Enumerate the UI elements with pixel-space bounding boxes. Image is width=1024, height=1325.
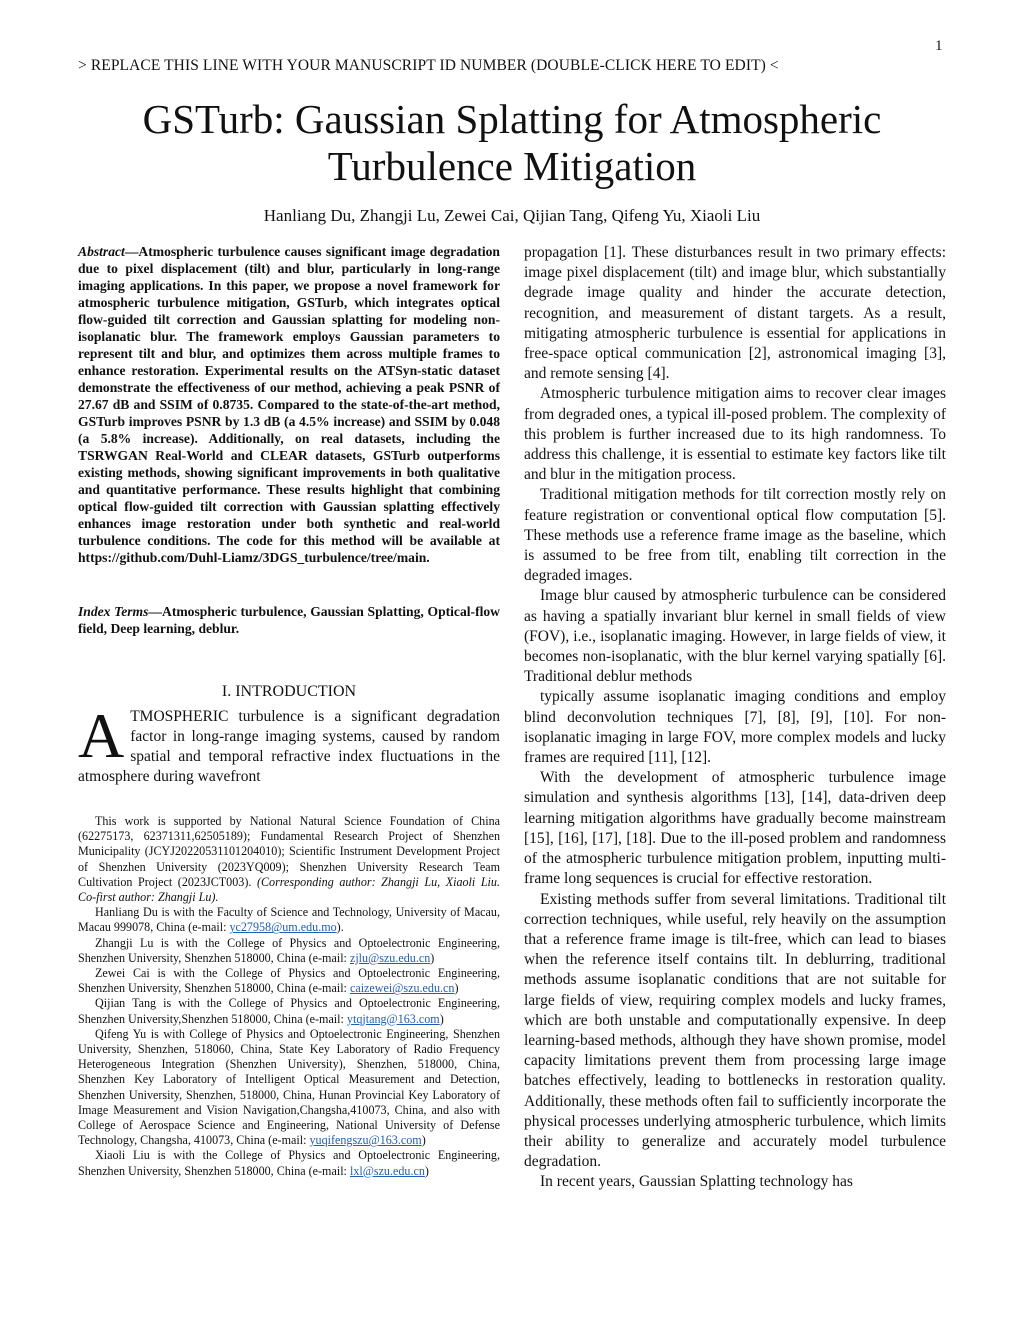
page-number: 1 [935, 38, 943, 54]
email-link-cai[interactable]: caizewei@szu.edu.cn [349, 981, 455, 996]
left-column [78, 243, 500, 1179]
email-link-lu[interactable]: zjlu@szu.edu.cn [349, 950, 431, 965]
body-paragraph-5: typically assume isoplanatic imaging conditions and employ blind deconvolution techniques [7], [8], [9], [10]. For non-isoplanatic imaging in large FOV, more complex models and lucky frames are required [11], [12]. [524, 688, 946, 767]
footnote-author-lu: Zhangji Lu is with the College of Physics and Optoelectronic Engineering, Shenzhen University, Shenzhen 518000, China (e-mail: zjlu@szu.edu.cn) [78, 935, 500, 965]
body-paragraph-7: Existing methods suffer from several limitations. Traditional tilt correction techniques, while useful, rely heavily on the assumption that a reference frame image is tilt-free, which can lead to biases when the reference itself contains tilt. In deblurring, traditional methods assume isoplanatic conditions that are not suitable for large fields of view, requiring complex models and lucky frames, which are both unstable and computationally expensive. In deep learning-based methods, although they have shown promise, model capacity limitations prevent them from processing large image batches effectively, leading to bottlenecks in restoration quality. Additionally, these methods often fail to sufficiently incorporate the physical processes underlying atmospheric turbulence, which limits their ability to generalize and accurately model turbulence degradation. [524, 890, 946, 1171]
footnote-author-cai: Zewei Cai is with the College of Physics and Optoelectronic Engineering, Shenzhen University, Shenzhen 518000, China (e-mail: caizewei@szu.edu.cn) [78, 966, 500, 996]
body-paragraph-2: Atmospheric turbulence mitigation aims to recover clear images from degraded ones, a typical ill-posed problem. The complexity of this problem is further increased due to its high randomness. To address this challenge, it is essential to estimate key factors like tilt and blur in the mitigation process. [524, 385, 946, 484]
abstract [78, 243, 500, 566]
drop-cap: A [78, 700, 125, 771]
body-paragraph-8: In recent years, Gaussian Splatting technology has [540, 1173, 853, 1191]
body-paragraph-4: Image blur caused by atmospheric turbulence can be considered as having a spatially invariant blur kernel in small fields of view (FOV), i.e., isoplanatic imaging. However, in large fields of view, it becomes non-isoplanatic, with the blur kernel varying spatially [6]. Traditional deblur methods [524, 587, 946, 686]
index-terms [78, 603, 500, 637]
body-paragraph-3: Traditional mitigation methods for tilt correction mostly rely on feature registration or conventional optical flow computation [5]. These methods use a reference frame image as the baseline, which is assumed to be free from tilt, enabling tilt correction in the degraded images. [524, 486, 946, 585]
footnote-author-yu: Qifeng Yu is with College of Physics and Optoelectronic Engineering, Shenzhen University, Shenzhen, 518060, China, State Key Laboratory of Radio Frequency Heterogeneous Integration (Shenzhen University), Shenzhen, 518000, China, Shenzhen Key Laboratory of Intelligent Optical Measurement and Detection, Shenzhen University, Shenzhen, 518000, China, Hunan Provincial Key Laboratory of Image Measurement and Vision Navigation,Changsha,410073, China, and also with College of Aerospace Science and Engineering, National University of Defense Technology, Changsha, 410073, China (e-mail: yuqifengszu@163.com) [78, 1026, 500, 1148]
title-line-1: GSTurb: Gaussian Splatting for Atmospheric [142, 96, 882, 142]
footnote-author-liu: Xiaoli Liu is with the College of Physics and Optoelectronic Engineering, Shenzhen University, Shenzhen 518000, China (e-mail: lxl@szu.edu.cn) [78, 1148, 500, 1178]
email-link-tang[interactable]: ytqjtang@163.com [346, 1011, 440, 1026]
body-paragraph-1: propagation [1]. These disturbances result in two primary effects: image pixel displacement (tilt) and image blur, which substantially degrade image quality and hinder the accurate detection, recognition, and measurement of distant targets. As a result, mitigating atmospheric turbulence is essential for applications in free-space optical communication [2], astronomical imaging [3], and remote sensing [4]. [524, 244, 946, 383]
email-link-liu[interactable]: lxl@szu.edu.cn [349, 1163, 425, 1178]
paper-title [0, 96, 1024, 190]
manuscript-id-line: > REPLACE THIS LINE WITH YOUR MANUSCRIPT ID NUMBER (DOUBLE-CLICK HERE TO EDIT) < [78, 57, 779, 74]
footnote-author-tang: Qijian Tang is with the College of Physics and Optoelectronic Engineering, Shenzhen University,Shenzhen 518000, China (e-mail: ytqjtang@163.com) [78, 996, 500, 1026]
title-line-2: Turbulence Mitigation [327, 143, 697, 189]
body-paragraph-6: With the development of atmospheric turbulence image simulation and synthesis algorithms [13], [14], data-driven deep learning mitigation algorithms have gradually become mainstream [15], [16], [17], [18]. Due to the ill-posed problem and randomness of the atmospheric turbulence mitigation problem, inputting multi-frame long sequences is crucial for effective restoration. [524, 769, 946, 888]
index-terms-label: Index Terms [78, 604, 149, 619]
footnote-author-du: Hanliang Du is with the Faculty of Science and Technology, University of Macau, Macau 999078, China (e-mail: yc27958@um.edu.mo). [78, 905, 500, 935]
intro-text: TMOSPHERIC turbulence is a significant degradation factor in long-range imaging systems, caused by random spatial and temporal refractive index fluctuations in the atmosphere during wavefront [78, 708, 500, 785]
email-link-yu[interactable]: yuqifengszu@163.com [309, 1133, 422, 1148]
author-list: Hanliang Du, Zhangji Lu, Zewei Cai, Qijian Tang, Qifeng Yu, Xiaoli Liu [263, 206, 761, 225]
email-link-du[interactable]: yc27958@um.edu.mo [229, 920, 337, 935]
intro-paragraph [78, 700, 500, 787]
footnote-corresponding: (Corresponding author: Zhangji Lu, Xiaoli Liu. Co-first author: Zhangji Lu). [78, 874, 500, 905]
footnote-funding: This work is supported by National Natural Science Foundation of China (62275173, 62371311,62505189); Fundamental Research Project of Shenzhen Municipality (JCYJ20220531101204010); Scientific Instrument Development Project of Shenzhen University (2023YQ009); Shenzhen University Research Team Cultivation Project (2023JCT003). (Corresponding author: Zhangji Lu, Xiaoli Liu. Co-first author: Zhangji Lu). [78, 814, 500, 905]
index-terms-text: —Atmospheric turbulence, Gaussian Splatting, Optical-flow field, Deep learning, deblur. [78, 604, 500, 636]
section-heading-introduction: I. INTRODUCTION [221, 683, 357, 700]
right-column [524, 243, 946, 1193]
abstract-text: —Atmospheric turbulence causes significant image degradation due to pixel displacement (tilt) and blur, particularly in long-range imaging applications. In this paper, we propose a novel framework for atmospheric turbulence mitigation, GSTurb, which integrates optical flow-guided tilt correction and Gaussian splatting for modeling non-isoplanatic blur. The framework employs Gaussian parameters to represent tilt and blur, and optimizes them across multiple frames to enhance restoration. Experimental results on the ATSyn-static dataset demonstrate the effectiveness of our method, achieving a peak PSNR of 27.67 dB and SSIM of 0.8735. Compared to the state-of-the-art method, GSTurb improves PSNR by 1.3 dB (a 4.5% increase) and SSIM by 0.048 (a 5.8% increase). Additionally, on real datasets, including the TSRWGAN Real-World and CLEAR datasets, GSTurb outperforms existing methods, showing significant improvements in both qualitative and quantitative performance. These results highlight that combining optical flow-guided tilt correction with Gaussian splatting effectively enhances image restoration under both synthetic and real-world turbulence conditions. The code for this method will be available at https://github.com/Duhl-Liamz/3DGS_turbulence/tree/main. [78, 244, 500, 565]
footnotes [78, 814, 500, 1179]
abstract-label: Abstract [78, 244, 125, 259]
